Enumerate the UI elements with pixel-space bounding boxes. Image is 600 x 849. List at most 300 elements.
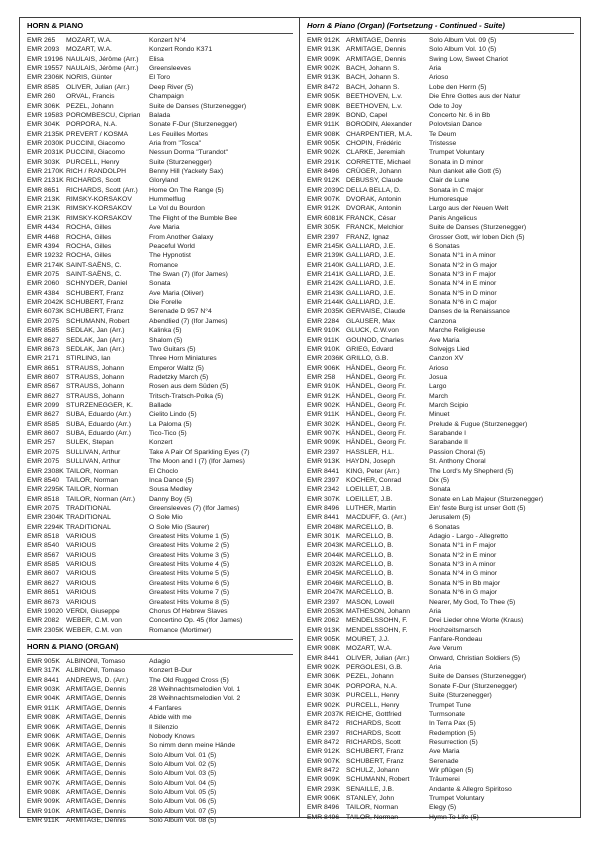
row-composer: SEDLAK, Jan (Arr.) — [66, 345, 125, 353]
catalog-row — [307, 644, 574, 653]
row-title: Romance — [149, 261, 179, 269]
catalog-row — [27, 588, 293, 597]
row-title: Trumpet Voluntary — [429, 795, 485, 803]
catalog-row — [27, 326, 293, 335]
row-code: EMR 905K — [27, 658, 60, 665]
row-composer: HÄNDEL, Georg Fr. — [346, 439, 407, 447]
catalog-row — [27, 176, 293, 185]
row-code: EMR 6081K — [307, 214, 344, 222]
row-code: EMR 913K — [307, 458, 340, 466]
row-composer: ROCHA, Gilles — [66, 242, 112, 250]
row-title: 28 Weihnachtsmelodien Vol. 2 — [149, 695, 241, 703]
row-code: EMR 908K — [307, 130, 340, 138]
row-composer: SCHUBERT, Franz — [346, 757, 404, 765]
catalog-box — [19, 17, 581, 825]
row-code: EMR 8607 — [27, 373, 60, 381]
row-code: EMR 8627 — [27, 392, 60, 400]
row-code: EMR 304K — [307, 682, 340, 690]
row-composer: HÄNDEL, Georg Fr. — [346, 430, 407, 438]
catalog-row — [27, 448, 293, 457]
row-code: EMR 906K — [27, 742, 60, 750]
row-title: Sonata N°2 in E minor — [429, 551, 497, 559]
row-title: Lobe den Herrn (5) — [429, 83, 487, 91]
catalog-row — [307, 560, 574, 569]
row-title: Solvejgs Lied — [429, 345, 470, 353]
row-title: Kalinka (5) — [149, 327, 182, 335]
catalog-row — [27, 336, 293, 345]
row-code: EMR 2305K — [27, 626, 64, 634]
row-composer: VARIOUS — [66, 542, 97, 550]
row-title: Nearer, My God, To Thee (5) — [429, 598, 516, 606]
row-title: March — [429, 392, 448, 400]
row-title: Elisa — [149, 55, 164, 63]
catalog-row — [27, 676, 293, 685]
catalog-row — [307, 326, 574, 335]
row-title: O Sole Mio (Saurer) — [149, 523, 210, 531]
row-composer: PORPORA, N.A. — [346, 682, 397, 690]
row-title: In Terra Pax (5) — [429, 720, 476, 728]
catalog-row — [27, 769, 293, 778]
row-title: Ein' feste Burg ist unser Gott (5) — [429, 504, 526, 512]
catalog-row — [307, 204, 574, 213]
row-composer: STURZENEGGER, K. — [66, 402, 133, 410]
row-composer: CLARKE, Jeremiah — [346, 149, 405, 157]
row-title: Die Ehre Gottes aus der Natur — [429, 93, 521, 101]
row-code: EMR 911K — [27, 817, 60, 825]
row-title: Suite de Danses (Sturzenegger) — [429, 673, 527, 681]
catalog-row — [307, 317, 574, 326]
catalog-row — [307, 588, 574, 597]
row-composer: ARMITAGE, Dennis — [66, 742, 126, 750]
row-code: EMR 2045K — [307, 570, 344, 578]
row-composer: REICHE, Gottfried — [346, 710, 402, 718]
row-code: EMR 912K — [307, 37, 340, 44]
row-composer: SCHULZ, Johann — [346, 767, 400, 775]
catalog-row — [307, 167, 574, 176]
row-composer: SEDLAK, Jan (Arr.) — [66, 336, 125, 344]
row-code: EMR 902K — [307, 664, 340, 672]
row-composer: MARCELLO, B. — [346, 551, 394, 559]
row-composer: MARCELLO, B. — [346, 570, 394, 578]
row-code: EMR 906K — [27, 770, 60, 778]
catalog-row — [27, 657, 293, 666]
catalog-row — [27, 354, 293, 363]
catalog-row — [307, 73, 574, 82]
row-title: Konzert Rondo K371 — [149, 46, 213, 54]
catalog-row — [307, 457, 574, 466]
row-composer: STRAUSS, Johann — [66, 392, 125, 400]
row-code: EMR 2308K — [27, 467, 64, 475]
row-code: EMR 2075 — [27, 270, 60, 278]
row-composer: OLIVER, Julian (Arr.) — [346, 654, 410, 662]
row-code: EMR 8518 — [27, 495, 60, 503]
row-code: EMR 2044K — [307, 551, 344, 559]
row-code: EMR 912K — [307, 205, 340, 213]
row-composer: CHARPENTIER, M.A. — [346, 130, 413, 138]
catalog-row — [27, 579, 293, 588]
catalog-row — [307, 289, 574, 298]
row-code: EMR 8607 — [27, 430, 60, 438]
catalog-row — [307, 729, 574, 738]
catalog-row — [27, 485, 293, 494]
row-title: Humoresque — [429, 196, 468, 204]
divider — [27, 654, 293, 655]
row-composer: GALLIARD, J.E. — [346, 280, 396, 288]
row-composer: MOZART, W.A. — [66, 46, 112, 54]
row-title: Abide with me — [149, 714, 192, 722]
catalog-row — [307, 223, 574, 232]
row-composer: PORPORA, N.A. — [66, 121, 117, 129]
row-code: EMR 908K — [307, 645, 340, 653]
row-code: EMR 8472 — [307, 720, 340, 728]
row-title: Canzona — [429, 317, 457, 325]
catalog-row — [27, 541, 293, 550]
row-title: Turmsonate — [429, 710, 466, 718]
row-composer: SCHUBERT, Franz — [66, 299, 124, 307]
row-title: Greatest Hits Volume 4 (5) — [149, 561, 230, 569]
row-composer: SAINT-SAËNS, C. — [66, 261, 122, 269]
catalog-row — [307, 803, 574, 812]
catalog-row — [27, 92, 293, 101]
catalog-row — [307, 392, 574, 401]
row-composer: HÄNDEL, Georg Fr. — [346, 420, 407, 428]
catalog-row — [27, 55, 293, 64]
catalog-row — [27, 666, 293, 675]
catalog-row — [307, 120, 574, 129]
row-title: The Old Rugged Cross (5) — [149, 676, 229, 684]
catalog-row — [307, 354, 574, 363]
row-composer: GALLIARD, J.E. — [346, 299, 396, 307]
row-title: Sarabande II — [429, 439, 468, 447]
row-composer: VARIOUS — [66, 579, 97, 587]
row-composer: BACH, Johann S. — [346, 83, 400, 91]
row-code: EMR 289K — [307, 111, 340, 119]
catalog-row — [27, 279, 293, 288]
row-code: EMR 8441 — [307, 514, 340, 522]
catalog-row — [27, 148, 293, 157]
catalog-row — [27, 233, 293, 242]
catalog-row — [27, 223, 293, 232]
row-composer: SULLIVAN, Arthur — [66, 448, 121, 456]
row-code: EMR 2342 — [307, 486, 340, 494]
row-title: Peaceful World — [149, 242, 195, 250]
catalog-row — [27, 723, 293, 732]
row-code: EMR 2032K — [307, 561, 344, 569]
row-title: Sonata N°3 in A minor — [429, 561, 496, 569]
row-title: Greatest Hits Volume 1 (5) — [149, 533, 230, 541]
catalog-row — [27, 732, 293, 741]
row-composer: GERVAISE, Claude — [346, 308, 406, 316]
row-composer: SAINT-SAËNS, C. — [66, 270, 122, 278]
row-composer: ROCHA, Gilles — [66, 224, 112, 232]
row-title: Deep River (5) — [149, 83, 194, 91]
row-title: Nun danket alle Gott (5) — [429, 168, 502, 176]
row-title: Sonata N°5 in D minor — [429, 289, 497, 297]
row-title: Trumpet Voluntary — [429, 149, 485, 157]
row-composer: TRADITIONAL — [66, 504, 111, 512]
catalog-row — [307, 83, 574, 92]
row-code: EMR 19583 — [27, 111, 63, 119]
row-code: EMR 2031K — [27, 149, 64, 157]
row-composer: HÄNDEL, Georg Fr. — [346, 383, 407, 391]
row-code: EMR 8585 — [27, 327, 60, 335]
catalog-row — [27, 270, 293, 279]
row-composer: RIMSKY-KORSAKOV — [66, 196, 132, 204]
catalog-row — [27, 513, 293, 522]
row-composer: STANLEY, John — [346, 795, 395, 803]
row-title: Hummelflug — [149, 196, 186, 204]
catalog-row — [27, 569, 293, 578]
row-code: EMR 19020 — [27, 607, 63, 615]
row-title: Ave Maria — [149, 224, 180, 232]
row-code: EMR 912K — [307, 748, 340, 756]
row-composer: GRIEG, Edvard — [346, 345, 394, 353]
catalog-row — [27, 345, 293, 354]
row-code: EMR 907K — [307, 430, 340, 438]
row-title: Greatest Hits Volume 6 (5) — [149, 579, 230, 587]
row-code: EMR 303K — [307, 692, 340, 700]
row-title: Te Deum — [429, 130, 457, 138]
row-composer: SUBA, Eduardo (Arr.) — [66, 420, 131, 428]
row-code: EMR 2046K — [307, 579, 344, 587]
row-composer: MARCELLO, B. — [346, 589, 394, 597]
row-code: EMR 303K — [27, 158, 60, 166]
row-title: Greensleeves (7) (Ifor James) — [149, 504, 240, 512]
catalog-row — [27, 382, 293, 391]
row-title: Sonata N°6 in C major — [429, 299, 497, 307]
section-title-horn-piano: HORN & PIANO — [27, 21, 84, 30]
row-title: Wir pflügen (5) — [429, 767, 474, 775]
row-title: Romance (Mortimer) — [149, 626, 212, 634]
section-title-horn-piano-organ: HORN & PIANO (ORGAN) — [27, 642, 119, 651]
row-title: Solo Album Vol. 09 (5) — [429, 37, 497, 44]
catalog-row — [27, 788, 293, 797]
catalog-row — [307, 345, 574, 354]
row-title: Greatest Hits Volume 3 (5) — [149, 551, 230, 559]
row-code: EMR 2143K — [307, 289, 344, 297]
row-code: EMR 2053K — [307, 607, 344, 615]
row-composer: PURCELL, Henry — [346, 692, 400, 700]
row-title: El Toro — [149, 74, 171, 82]
row-code: EMR 2093 — [27, 46, 60, 54]
row-title: Solo Album Vol. 07 (5) — [149, 807, 217, 815]
row-composer: ARMITAGE, Dennis — [66, 714, 126, 722]
row-composer: HÄNDEL, Georg Fr. — [346, 364, 407, 372]
row-code: EMR 910K — [307, 383, 340, 391]
catalog-row — [307, 766, 574, 775]
catalog-row — [27, 251, 293, 260]
row-code: EMR 2397 — [307, 729, 340, 737]
catalog-row — [307, 36, 574, 45]
row-code: EMR 8472 — [307, 767, 340, 775]
row-title: Serenade — [429, 757, 459, 765]
row-code: EMR 909K — [307, 439, 340, 447]
catalog-row — [27, 64, 293, 73]
catalog-row — [307, 747, 574, 756]
row-title: Panis Angelicus — [429, 214, 477, 222]
row-composer: CRÜGER, Johann — [346, 168, 402, 176]
row-code: EMR 8627 — [27, 579, 60, 587]
row-code: EMR 908K — [27, 714, 60, 722]
row-title: Ave Maria (Oliver) — [149, 289, 204, 297]
row-code: EMR 907K — [307, 757, 340, 765]
row-code: EMR 8441 — [307, 467, 340, 475]
row-title: Solo Album Vol. 03 (5) — [149, 770, 217, 778]
catalog-row — [27, 139, 293, 148]
catalog-row — [307, 495, 574, 504]
row-code: EMR 8585 — [27, 83, 60, 91]
row-code: EMR 905K — [27, 760, 60, 768]
catalog-row — [307, 551, 574, 560]
catalog-row — [307, 307, 574, 316]
row-code: EMR 8472 — [307, 83, 340, 91]
row-composer: TAILOR, Norman — [66, 486, 118, 494]
row-composer: POROMBESCU, Ciprian — [66, 111, 141, 119]
row-title: Suite (Sturzenegger) — [149, 158, 212, 166]
row-composer: HASSLER, H.L. — [346, 448, 394, 456]
row-composer: SEDLAK, Jan (Arr.) — [66, 327, 125, 335]
row-composer: VARIOUS — [66, 598, 97, 606]
row-title: Les Feuilles Mortes — [149, 130, 208, 138]
row-composer: STRAUSS, Johann — [66, 364, 125, 372]
row-code: EMR 6073K — [27, 308, 64, 316]
row-composer: SULLIVAN, Arthur — [66, 458, 121, 466]
row-composer: HAYDN, Joseph — [346, 458, 395, 466]
row-code: EMR 8472 — [307, 738, 340, 746]
row-composer: PUCCINI, Giacomo — [66, 139, 125, 147]
row-composer: ARMITAGE, Dennis — [66, 779, 126, 787]
catalog-row — [27, 751, 293, 760]
row-composer: SCHUBERT, Franz — [346, 748, 404, 756]
row-code: EMR 2075 — [27, 448, 60, 456]
row-code: EMR 2042K — [27, 299, 64, 307]
catalog-row — [307, 794, 574, 803]
row-composer: GLAUSER, Max — [346, 317, 396, 325]
row-code: EMR 19557 — [27, 65, 63, 73]
row-composer: VARIOUS — [66, 589, 97, 597]
row-composer: ARMITAGE, Dennis — [66, 817, 126, 825]
row-code: EMR 911K — [307, 336, 340, 344]
row-composer: OLIVER, Julian (Arr.) — [66, 83, 130, 91]
row-composer: KING, Peter (Arr.) — [346, 467, 400, 475]
row-composer: CHOPIN, Frédéric — [346, 139, 402, 147]
row-composer: PEZEL, Johann — [346, 673, 394, 681]
row-code: EMR 912K — [307, 392, 340, 400]
catalog-row — [307, 410, 574, 419]
row-title: Die Forelle — [149, 299, 182, 307]
row-title: 28 Weihnachtsmelodien Vol. 1 — [149, 686, 241, 694]
horn-piano-organ-continued-list — [307, 36, 574, 822]
catalog-row — [307, 626, 574, 635]
row-code: EMR 2047K — [307, 589, 344, 597]
row-title: Ave Maria — [429, 748, 460, 756]
row-composer: SUBA, Eduardo (Arr.) — [66, 430, 131, 438]
row-composer: STIRLING, Ian — [66, 355, 111, 363]
row-code: EMR 306K — [307, 673, 340, 681]
catalog-row — [27, 551, 293, 560]
row-title: Dix (5) — [429, 476, 450, 484]
row-composer: MARCELLO, B. — [346, 542, 394, 550]
divider — [27, 639, 293, 640]
row-title: Le Vol du Bourdon — [149, 205, 205, 213]
row-code: EMR 904K — [27, 695, 60, 703]
catalog-row — [307, 148, 574, 157]
row-composer: SENAILLE, J.B. — [346, 785, 394, 793]
row-composer: ALBINONI, Tomaso — [66, 658, 126, 665]
row-title: Träumerei — [429, 776, 460, 784]
row-title: Sonata N°1 in F major — [429, 542, 496, 550]
catalog-row — [307, 598, 574, 607]
row-composer: GALLIARD, J.E. — [346, 270, 396, 278]
row-code: EMR 8627 — [27, 411, 60, 419]
catalog-row — [307, 429, 574, 438]
row-code: EMR 2039C — [307, 186, 345, 194]
row-title: Aria — [429, 65, 442, 73]
row-title: Passion Choral (5) — [429, 448, 486, 456]
row-code: EMR 8651 — [27, 364, 60, 372]
catalog-row — [307, 214, 574, 223]
row-title: Sonata N°2 in G major — [429, 261, 498, 269]
row-title: Solo Album Vol. 01 (5) — [149, 751, 217, 759]
row-title: Nobody Knows — [149, 732, 195, 740]
catalog-row — [27, 467, 293, 476]
row-title: Ave Verum — [429, 645, 463, 653]
row-code: EMR 909K — [27, 798, 60, 806]
row-title: Solo Album Vol. 04 (5) — [149, 779, 217, 787]
catalog-row — [307, 672, 574, 681]
catalog-row — [307, 654, 574, 663]
row-title: Solo Album Vol. 05 (5) — [149, 789, 217, 797]
row-code: EMR 8496 — [307, 813, 340, 821]
row-title: Solo Album Vol. 06 (5) — [149, 798, 217, 806]
row-code: EMR 2294K — [27, 523, 64, 531]
row-code: EMR 301K — [307, 533, 340, 541]
row-code: EMR 2035K — [307, 308, 344, 316]
catalog-row — [307, 775, 574, 784]
row-composer: RICH / RANDOLPH — [66, 168, 127, 176]
row-code: EMR 909K — [307, 776, 340, 784]
row-composer: LOEILLET, J.B. — [346, 486, 393, 494]
row-code: EMR 8441 — [27, 676, 60, 684]
row-title: Emperor Waltz (5) — [149, 364, 204, 372]
row-title: 6 Sonatas — [429, 242, 460, 250]
row-title: Solo Album Vol. 08 (5) — [149, 817, 217, 825]
row-title: Ballade — [149, 402, 172, 410]
catalog-row — [27, 111, 293, 120]
row-title: Konzert — [149, 439, 173, 447]
row-code: EMR 910K — [307, 327, 340, 335]
row-title: Sonata N°6 in G major — [429, 589, 498, 597]
row-code: EMR 902K — [307, 65, 340, 73]
row-title: Danses de la Renaissance — [429, 308, 510, 316]
row-code: EMR 913K — [307, 626, 340, 634]
catalog-row — [307, 719, 574, 728]
row-code: EMR 905K — [307, 139, 340, 147]
row-title: The Moon and I (7) (Ifor James) — [149, 458, 245, 466]
row-title: Trumpet Tune — [429, 701, 472, 709]
row-title: Champaign — [149, 93, 184, 101]
row-composer: ALBINONI, Tomaso — [66, 667, 126, 675]
row-title: Adagio — [149, 658, 171, 665]
row-title: Solo Album Vol. 02 (5) — [149, 760, 217, 768]
horn-piano-list — [27, 36, 293, 635]
row-title: Concerto Nr. 6 in Bb — [429, 111, 491, 119]
row-title: Josua — [429, 373, 448, 381]
row-composer: DVORAK, Antonin — [346, 196, 402, 204]
row-composer: FRANCK, Melchior — [346, 224, 404, 232]
row-code: EMR 2036K — [307, 355, 344, 363]
row-code: EMR 19196 — [27, 55, 63, 63]
